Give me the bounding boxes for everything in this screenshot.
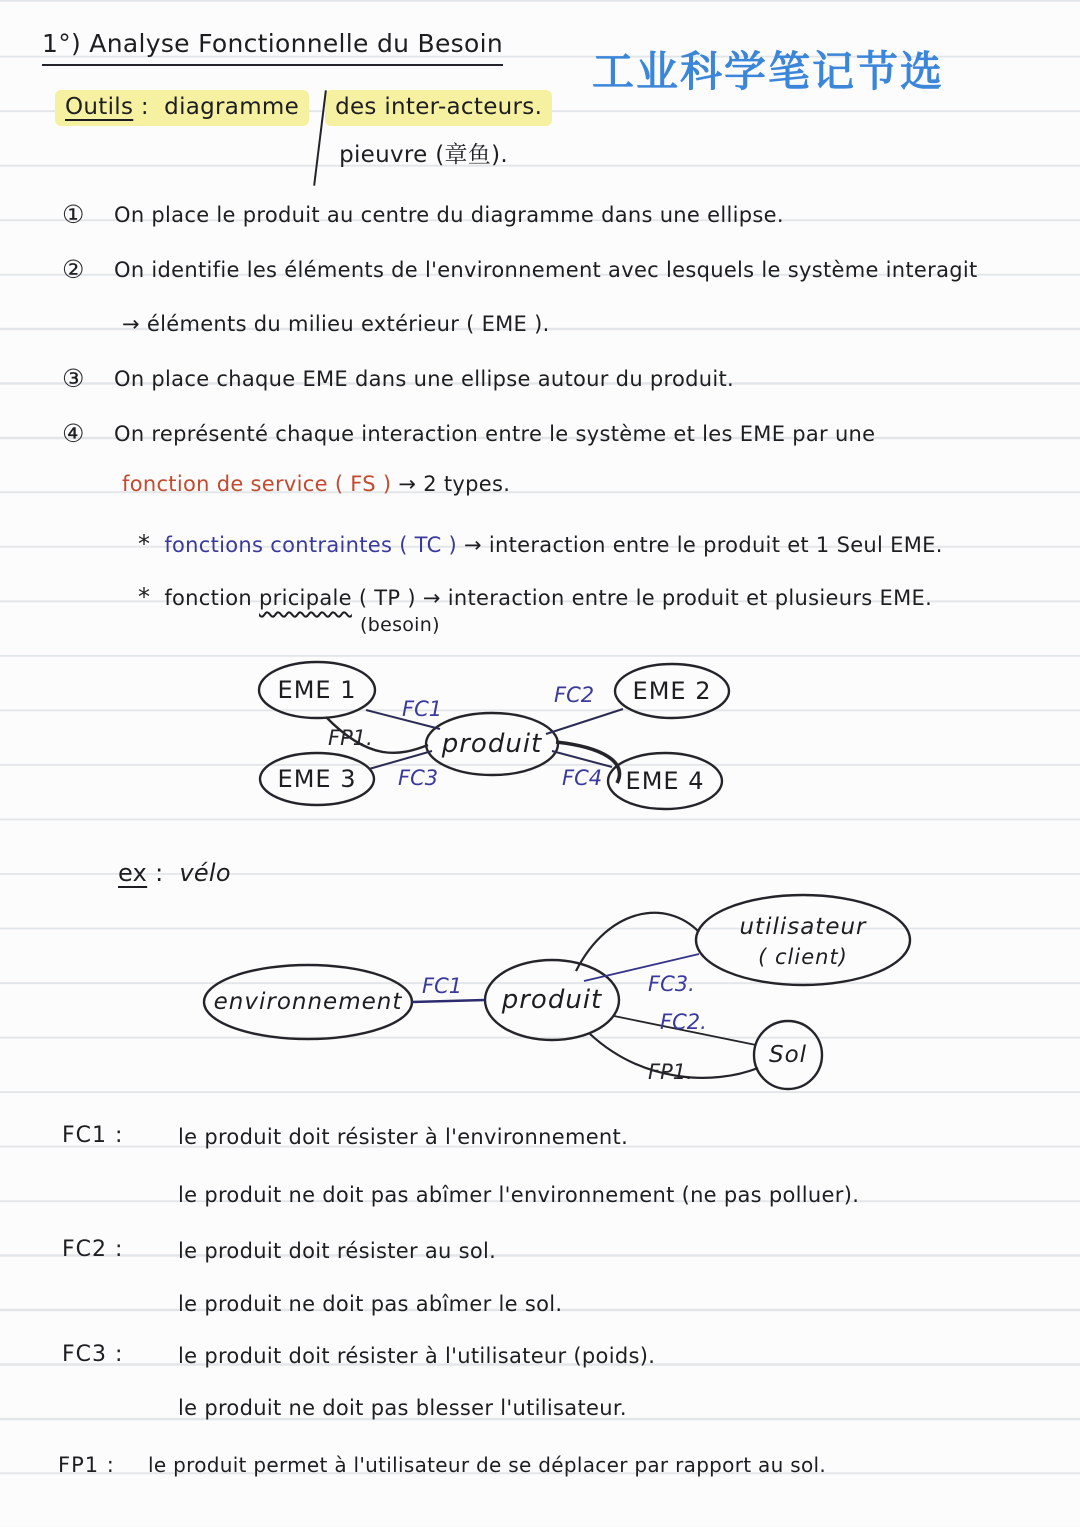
outils-colon: : xyxy=(133,94,149,120)
step-1-text: On place le produit au centre du diagramme dans une ellipse. xyxy=(114,203,784,227)
produit-node-label: produit xyxy=(501,985,603,1015)
step-1-number: ① xyxy=(62,200,85,229)
outils-row xyxy=(55,90,552,186)
fc4-edge-label: FC4 xyxy=(562,766,603,790)
outils-highlighted-left xyxy=(55,90,309,126)
interactors-diagram-generic xyxy=(232,650,792,825)
step-4-number: ④ xyxy=(62,419,85,448)
eme4-node-label: EME 4 xyxy=(625,767,705,795)
besoin-note: (besoin) xyxy=(360,614,440,636)
step-3-number: ③ xyxy=(62,364,85,393)
outils-tool: diagramme xyxy=(164,94,300,120)
fonction-principale-post: ( TP ) xyxy=(351,586,416,610)
fonction-principale-pre: fonction xyxy=(164,586,260,610)
fc2-line-2: le produit ne doit pas abîmer le sol. xyxy=(178,1292,563,1316)
fp1-edge-label: FP1. xyxy=(648,1060,693,1084)
fc3-line-2: le produit ne doit pas blesser l'utilisateur. xyxy=(178,1396,627,1420)
page-title: 1°) Analyse Fonctionnelle du Besoin xyxy=(42,28,503,66)
fc1-line-2: le produit ne doit pas abîmer l'environnement (ne pas polluer). xyxy=(178,1183,860,1207)
fonction-de-service-rest: → 2 types. xyxy=(391,472,511,496)
fc3-edge-label: FC3. xyxy=(648,972,695,996)
fc1-list-label: FC1 : xyxy=(62,1123,124,1148)
outils-label: Outils xyxy=(65,94,134,120)
asterisk-bullet: * xyxy=(138,530,151,558)
step-2-text: On identifie les éléments de l'environnement avec lesquels le système interagit xyxy=(114,258,978,282)
fonctions-contraintes-term: fonctions contraintes ( TC ) xyxy=(164,533,458,557)
step-2-number: ② xyxy=(62,255,85,284)
fc1-edge-label: FC1 xyxy=(422,974,463,998)
eme3-node-label: EME 3 xyxy=(277,765,357,793)
outils-option-2: pieuvre (章鱼). xyxy=(339,141,508,168)
example-heading xyxy=(118,858,231,888)
eme2-node-label: EME 2 xyxy=(632,677,712,705)
utilisateur-ellipse xyxy=(696,895,910,985)
example-value: vélo xyxy=(179,859,231,887)
fc3-line-1: le produit doit résister à l'utilisateur (poids). xyxy=(178,1344,656,1368)
fc1-line-1: le produit doit résister à l'environnement. xyxy=(178,1125,629,1149)
step-4-subline xyxy=(122,471,510,497)
produit-utilisateur-curve xyxy=(576,913,699,971)
fc1-edge-label: FC1 xyxy=(402,697,443,721)
fonctions-contraintes-rest: → interaction entre le produit et 1 Seul EME. xyxy=(457,533,943,557)
fc2-line-1: le produit doit résister au sol. xyxy=(178,1239,497,1263)
fs-type-principale xyxy=(138,582,932,612)
fonction-principale-rest: → interaction entre le produit et plusieurs EME. xyxy=(415,586,933,610)
fp1-edge-label: FP1. xyxy=(328,726,373,750)
utilisateur-client-label: ( client) xyxy=(758,945,848,969)
asterisk-bullet: * xyxy=(138,583,151,611)
fonction-de-service-term: fonction de service ( FS ) xyxy=(122,472,392,496)
step-2-subtext: → éléments du milieu extérieur ( EME ). xyxy=(122,312,550,336)
example-label: ex xyxy=(118,859,148,887)
outils-option-1: des inter-acteurs. xyxy=(325,90,552,126)
fc3-edge-label: FC3 xyxy=(398,766,439,790)
utilisateur-node-label: utilisateur xyxy=(739,914,867,940)
fc2-list-label: FC2 : xyxy=(62,1237,124,1262)
interactors-diagram-velo xyxy=(150,892,970,1107)
environnement-node-label: environnement xyxy=(213,989,403,1015)
fc1-edge xyxy=(412,1000,485,1002)
example-colon: : xyxy=(147,859,164,887)
fp1-list-label: FP1 : xyxy=(58,1453,115,1477)
fc3-list-label: FC3 : xyxy=(62,1342,124,1367)
step-3-text: On place chaque EME dans une ellipse autour du produit. xyxy=(114,367,735,391)
fc2-edge-label: FC2 xyxy=(554,683,595,707)
fonction-principale-wavy: pricipale xyxy=(259,586,352,610)
produit-node-label: produit xyxy=(441,729,543,759)
fp1-line-1: le produit permet à l'utilisateur de se déplacer par rapport au sol. xyxy=(148,1453,826,1477)
fs-type-contraintes xyxy=(138,529,943,559)
sol-node-label: Sol xyxy=(768,1042,808,1068)
watermark-title: 工业科学笔记节选 xyxy=(592,47,945,96)
step-4-text: On représenté chaque interaction entre le système et les EME par une xyxy=(114,422,876,446)
eme1-node-label: EME 1 xyxy=(277,676,357,704)
fc2-edge-label: FC2. xyxy=(660,1010,707,1034)
